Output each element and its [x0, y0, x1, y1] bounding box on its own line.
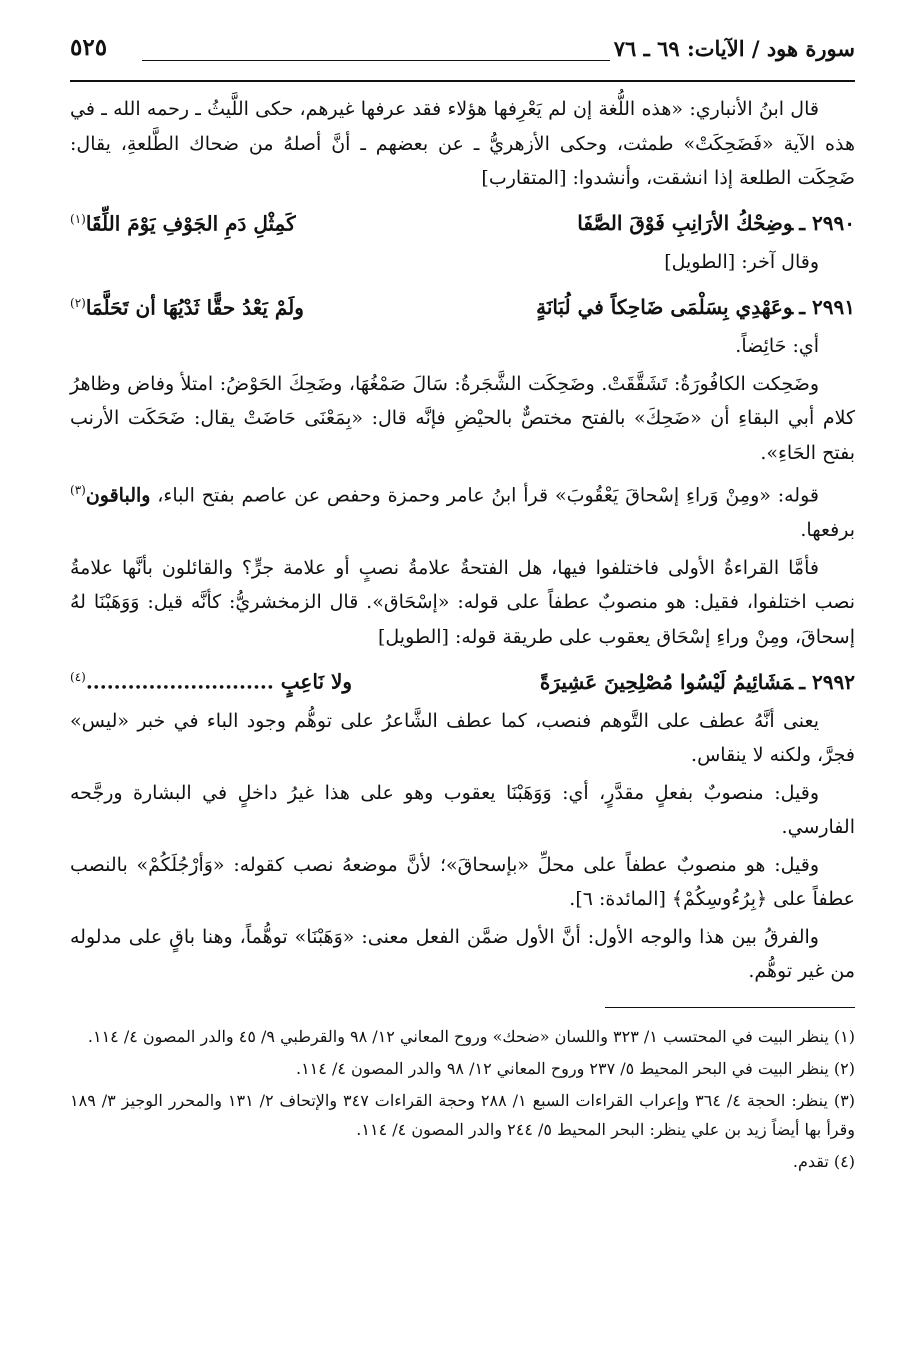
verse-2991-hemistich1-text: وعَهْدِي بِسَلْمَى ضَاحِكاً في لُبَانَةٍ: [536, 295, 794, 320]
footnote-ref-1: (١): [70, 211, 86, 226]
paragraph-7: يعنى أنَّهُ عطف على التَّوهم فنصب، كما عطف الشَّاعرُ على توهُّم وجود الباء في خبر «ليس» فجرَّ، ولكنه لا ينقاس.: [70, 709, 855, 767]
verse-2990-number: ٢٩٩٠ ـ: [799, 211, 855, 236]
verse-2990: [70, 199, 855, 244]
paragraph-9: وقيل: هو منصوبٌ عطفاً على محلِّ «بإسحاقَ»؛ لأنَّ موضعهُ نصب كقوله: «وَأرْجُلَكُمْ» بالنصب عطفاً على ﴿بِرُءُوسِكُمْ﴾ [المائدة: ٦].: [70, 853, 855, 911]
paragraph-6: فأمَّا القراءةُ الأولى فاختلفوا فيها، هل الفتحةُ علامةُ نصبٍ أو علامة جرٍّ؟ والقائلون بأنَّها علامةُ نصب اختلفوا، فقيل: هو منصوبٌ عطفاً على قوله: «إسْحَاق». قال الزمخشريُّ: كأنَّه قيل: وَوَهَبْنَا لهُ إسحاقَ، ومِنْ وراءِ إسْحَاق يعقوب على طريقة قوله: [الطويل]: [70, 556, 855, 648]
verse-2991-hemistich2-text: ولَمْ يَعْدُ حقًّا ثَدْيُهَا أن تَحَلَّمَا: [85, 295, 304, 320]
verse-2990-hemistich1-text: وضِحْكُ الأرَانِبِ فَوْقَ الصَّفَا: [577, 211, 794, 236]
paragraph-3: أي: حَائِضاً.: [735, 335, 819, 358]
verse-2991-second-hemistich: [70, 283, 304, 328]
footnote-3: (٣) ينظر: الحجة ٤/ ٣٦٤ وإعراب القراءات السبع ١/ ٢٨٨ وحجة القراءات ٣٤٧ والإتحاف ٢/ ١٣١ والمحرر الوجيز ٣/ ١٨٩ وقرأ بها أيضاً زيد بن علي ينظر: البحر المحيط ٥/ ٢٤٤ والدر المصون ٤/ ١١٤.: [70, 1090, 855, 1139]
paragraph-4: وضَحِكت الكافُورَةُ: تَشَقَّقَتْ. وضَحِكَت الشَّجَرةُ: سَالَ صَمْغُهَا، وضَحِكَ الحَوْضُ: امتلأ وفاض وظاهرُ كلام أبي البقاءِ أن «ضَحِكَ» بالفتح مختصٌّ بالحيْضِ فإنَّه قال: «بِمَعْنَى حَاضَتْ يقال: ضَحَكَت الأرنب بفتح الحَاءِ».: [70, 372, 855, 464]
verse-2992-second-hemistich: [70, 657, 352, 702]
header-rule: [142, 60, 610, 61]
verse-2991-number: ٢٩٩١ ـ: [799, 295, 855, 320]
paragraph-10: والفرقُ بين هذا والوجه الأول: أنَّ الأول ضمَّن الفعل معنى: «وَهَبْنَا» توهُّماً، وهنا باقٍ على مدلوله من غير توهُّم.: [70, 925, 855, 983]
main-text: [70, 92, 855, 989]
paragraph-2: وقال آخر: [الطويل]: [664, 251, 819, 274]
verse-2991: [70, 283, 855, 328]
paragraph-5-bold: والباقون: [85, 484, 151, 507]
paragraph-5-part-b: برفعها.: [800, 519, 855, 542]
verse-2992-hemistich2-text: ولا نَاعِبٍ ...........................: [85, 669, 353, 694]
footnote-4: (٤) تقدم.: [792, 1151, 855, 1171]
verse-2992-number: ٢٩٩٢ ـ: [799, 669, 855, 694]
paragraph-1: قال ابنُ الأنباري: «هذه اللُّغة إن لم يَعْرِفها هؤلاء فقد عرفها غيرهم، حكى اللَّيثُ ـ رحمه الله ـ في هذه الآية «فَضَحِكَتْ» طمثت، وحكى الأزهريُّ ـ عن بعضهم ـ أنَّ أصلهُ من ضحاك الطَّلعةِ، يقال: ضَحِكَت الطلعة إذا انشقت، وأنشدوا: [المتقارب]: [70, 98, 855, 189]
paragraph-5: [70, 473, 855, 547]
verse-2990-first-hemistich: [577, 203, 855, 243]
verse-2991-first-hemistich: [536, 287, 855, 327]
verse-2990-second-hemistich: [70, 199, 296, 244]
footnote-separator: [605, 1007, 855, 1008]
page-header: [70, 30, 855, 82]
paragraph-8: وقيل: منصوبٌ بفعلٍ مقدَّرٍ، أي: وَوَهَبْنَا يعقوب وهو على هذا غيرُ داخلٍ في البشارة ورجَّحه الفارسي.: [70, 781, 855, 839]
footnote-1: (١) ينظر البيت في المحتسب ١/ ٣٢٣ واللسان «ضحك» وروح المعاني ١٢/ ٩٨ والقرطبي ٩/ ٤٥ والدر المصون ٤/ ١١٤.: [87, 1026, 855, 1046]
footnote-ref-4: (٤): [70, 670, 86, 685]
chapter-title: سورة هود / الآيات: ٦٩ ـ ٧٦: [613, 36, 855, 61]
verse-2992-first-hemistich: [540, 662, 855, 702]
page-number: ٥٢٥: [70, 34, 108, 61]
footnote-ref-2: (٢): [70, 295, 86, 310]
paragraph-5-part-a: قوله: «ومِنْ وَراءِ إسْحاقَ يَعْقُوبَ» قرأ ابنُ عامر وحمزة وحفص عن عاصم بفتح الباء،: [150, 484, 819, 507]
verse-2992-hemistich1-text: مَشَائِيمُ لَيْسُوا مُصْلِحِينَ عَشِيرَةً: [539, 669, 794, 694]
footnote-2: (٢) ينظر البيت في البحر المحيط ٥/ ٢٣٧ وروح المعاني ١٢/ ٩٨ والدر المصون ٤/ ١١٤.: [295, 1058, 855, 1078]
footnotes: [70, 1022, 855, 1176]
verse-2990-hemistich2-text: كَمِثْلِ دَمِ الجَوْفِ يَوْمَ اللِّقَا: [85, 211, 296, 236]
book-page: [70, 30, 855, 1350]
verse-2992: [70, 657, 855, 702]
footnote-ref-3: (٣): [70, 483, 86, 498]
